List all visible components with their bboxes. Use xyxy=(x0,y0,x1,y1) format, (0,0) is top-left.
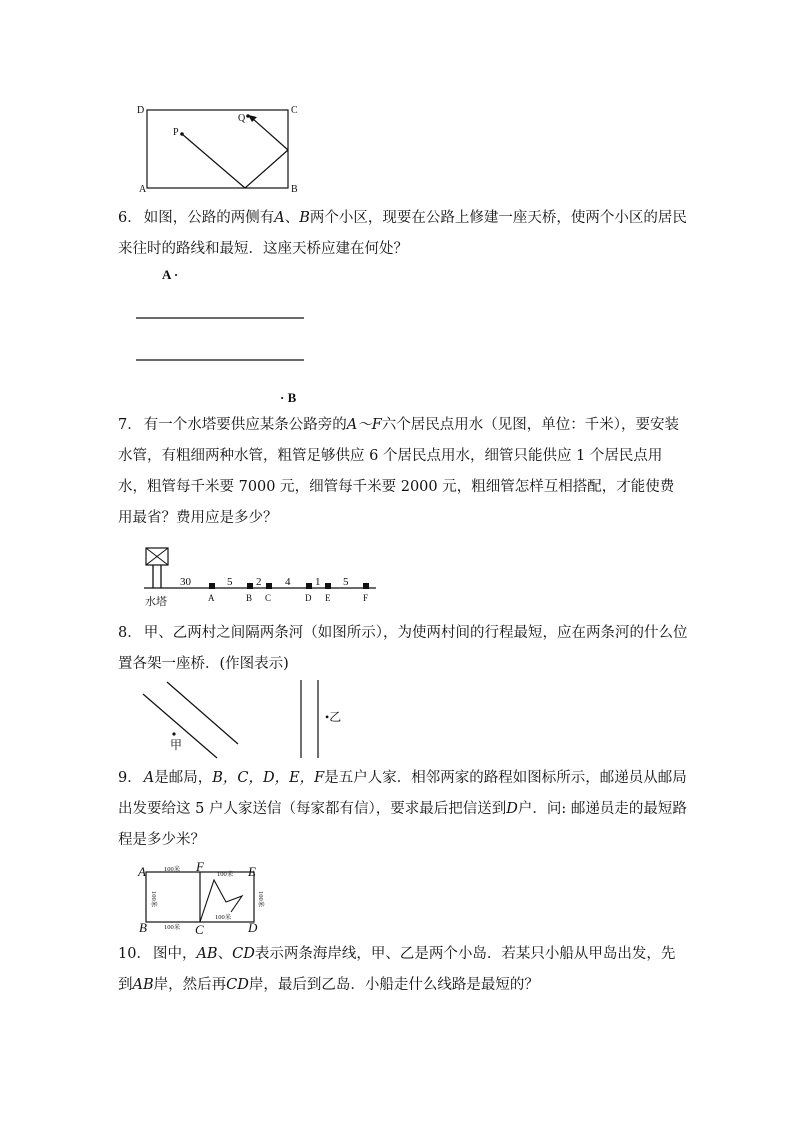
edge-label-right: 100米 xyxy=(257,891,264,908)
question-text: 是五户人家．相邻两家的路程如图标所示，邮递员从邮局出发要给这 5 户人家送信（每家都有信），要求最后把信送到 xyxy=(118,770,687,817)
question-9 xyxy=(118,763,688,856)
point-d: D xyxy=(506,801,518,817)
path-p-to-bottom xyxy=(182,134,245,188)
houses-list: B，C，D，E，F xyxy=(212,770,325,786)
point-mark-c xyxy=(266,583,272,589)
distance-label: 5 xyxy=(343,576,349,588)
question-text: 岸，最后到乙岛．小船走什么线路是最短的？ xyxy=(248,977,539,993)
water-tower-icon xyxy=(146,548,168,588)
label-b: B xyxy=(291,184,298,195)
water-tower-figure xyxy=(140,544,390,614)
point-a: A xyxy=(274,210,285,226)
coast-cd: CD xyxy=(232,946,255,962)
question-text: 有一个水塔要供应某条公路旁的 xyxy=(143,417,347,433)
label-a: A xyxy=(139,184,147,195)
question-number: 7． xyxy=(118,417,142,433)
edge-label-left: 100米 xyxy=(150,891,157,908)
question-text: 岸，然后再 xyxy=(153,977,227,993)
question-text: 表示两条海岸线，甲、乙是两个小岛．若某只小船从甲岛出发，先到 xyxy=(118,946,676,993)
separator: 、 xyxy=(217,946,233,962)
point-p xyxy=(180,132,184,136)
label-e: E xyxy=(248,864,256,879)
point-q xyxy=(246,114,250,118)
point-mark-d xyxy=(306,583,312,589)
question-number: 10． xyxy=(118,946,151,962)
question-7 xyxy=(118,410,688,534)
rectangle-abcd xyxy=(147,110,288,188)
question-text: 是邮局， xyxy=(154,770,213,786)
label-a-point: A · xyxy=(162,267,179,282)
coast-ab: AB xyxy=(196,946,218,962)
path-right-to-q xyxy=(252,118,288,150)
question-number: 8． xyxy=(118,625,142,641)
label-b: B xyxy=(139,920,147,935)
question-number: 6． xyxy=(118,210,142,226)
question-6 xyxy=(118,203,688,265)
question-8 xyxy=(118,618,688,680)
label-f: F xyxy=(196,859,204,874)
point-label: E xyxy=(325,593,331,603)
label-c: C xyxy=(291,105,298,116)
edge-label-cd: 100米 xyxy=(215,914,232,921)
label-b-point: · B xyxy=(280,390,297,405)
rivers-figure xyxy=(135,678,365,760)
distance-label: 4 xyxy=(285,576,291,588)
village-yi-label: •乙 xyxy=(325,710,342,724)
edge-label-ab: 100米 xyxy=(164,866,181,873)
tower-label: 水塔 xyxy=(145,596,167,608)
point-label: B xyxy=(246,593,253,603)
distance-label: 1 xyxy=(315,576,321,588)
label-c: C xyxy=(195,922,204,937)
village-jia-label: 甲 xyxy=(170,738,183,752)
path-bottom-to-right xyxy=(245,150,288,188)
label-d: D xyxy=(137,105,145,116)
coast-ab: AB xyxy=(132,977,154,993)
point-mark-e xyxy=(325,583,331,589)
question-number: 9． xyxy=(118,770,142,786)
point-range: A～F xyxy=(346,417,382,433)
point-label: A xyxy=(208,593,215,603)
label-q: Q xyxy=(238,113,246,124)
point-b: B xyxy=(299,210,310,226)
post-office-figure xyxy=(135,858,265,937)
label-d: D xyxy=(248,920,258,935)
label-p: P xyxy=(173,127,179,138)
question-10 xyxy=(118,939,688,1001)
point-mark-b xyxy=(247,583,253,589)
coast-cd: CD xyxy=(226,977,249,993)
label-a: A xyxy=(138,864,146,879)
diagonal-river-edge-2 xyxy=(167,682,238,744)
separator: 、 xyxy=(284,210,300,226)
point-mark-a xyxy=(209,583,215,589)
point-mark-f xyxy=(363,583,369,589)
edge-label-fe: 100米 xyxy=(217,871,234,878)
distance-label: 2 xyxy=(256,576,262,588)
question-text: 甲、乙两村之间隔两条河（如图所示），为使两村间的行程最短，应在两条河的什么位置各架一座桥．(作图表示) xyxy=(118,625,688,672)
point-label: D xyxy=(305,593,312,603)
distance-label: 30 xyxy=(180,576,191,588)
point-label: F xyxy=(363,593,369,603)
village-jia-dot xyxy=(172,732,175,735)
question-text: 如图，公路的两侧有 xyxy=(143,210,275,226)
rectangle-figure xyxy=(130,98,310,198)
point-a: A xyxy=(143,770,155,786)
question-text: 六个居民点用水（见图，单位：千米），要安装水管，有粗细两种水管，粗管足够供应 6 个居民点用水，细管只能供应 1 个居民点用水，粗管每千米要 7000 元，细管每千米要 2000 元，粗细管怎样互相搭配，才能使费用最省？费用应是多少？ xyxy=(118,417,680,526)
question-text: 户．问: 邮递员走的最短路程是多少米？ xyxy=(118,801,687,848)
edge-label-bc: 100米 xyxy=(164,924,181,931)
question-text: 图中， xyxy=(152,946,197,962)
question-text: 两个小区，现要在公路上修建一座天桥，使两个小区的居民来往时的路线和最短．这座天桥应建在何处？ xyxy=(118,210,687,257)
distance-label: 5 xyxy=(227,576,233,588)
point-label: C xyxy=(265,593,272,603)
road-figure xyxy=(130,262,320,412)
